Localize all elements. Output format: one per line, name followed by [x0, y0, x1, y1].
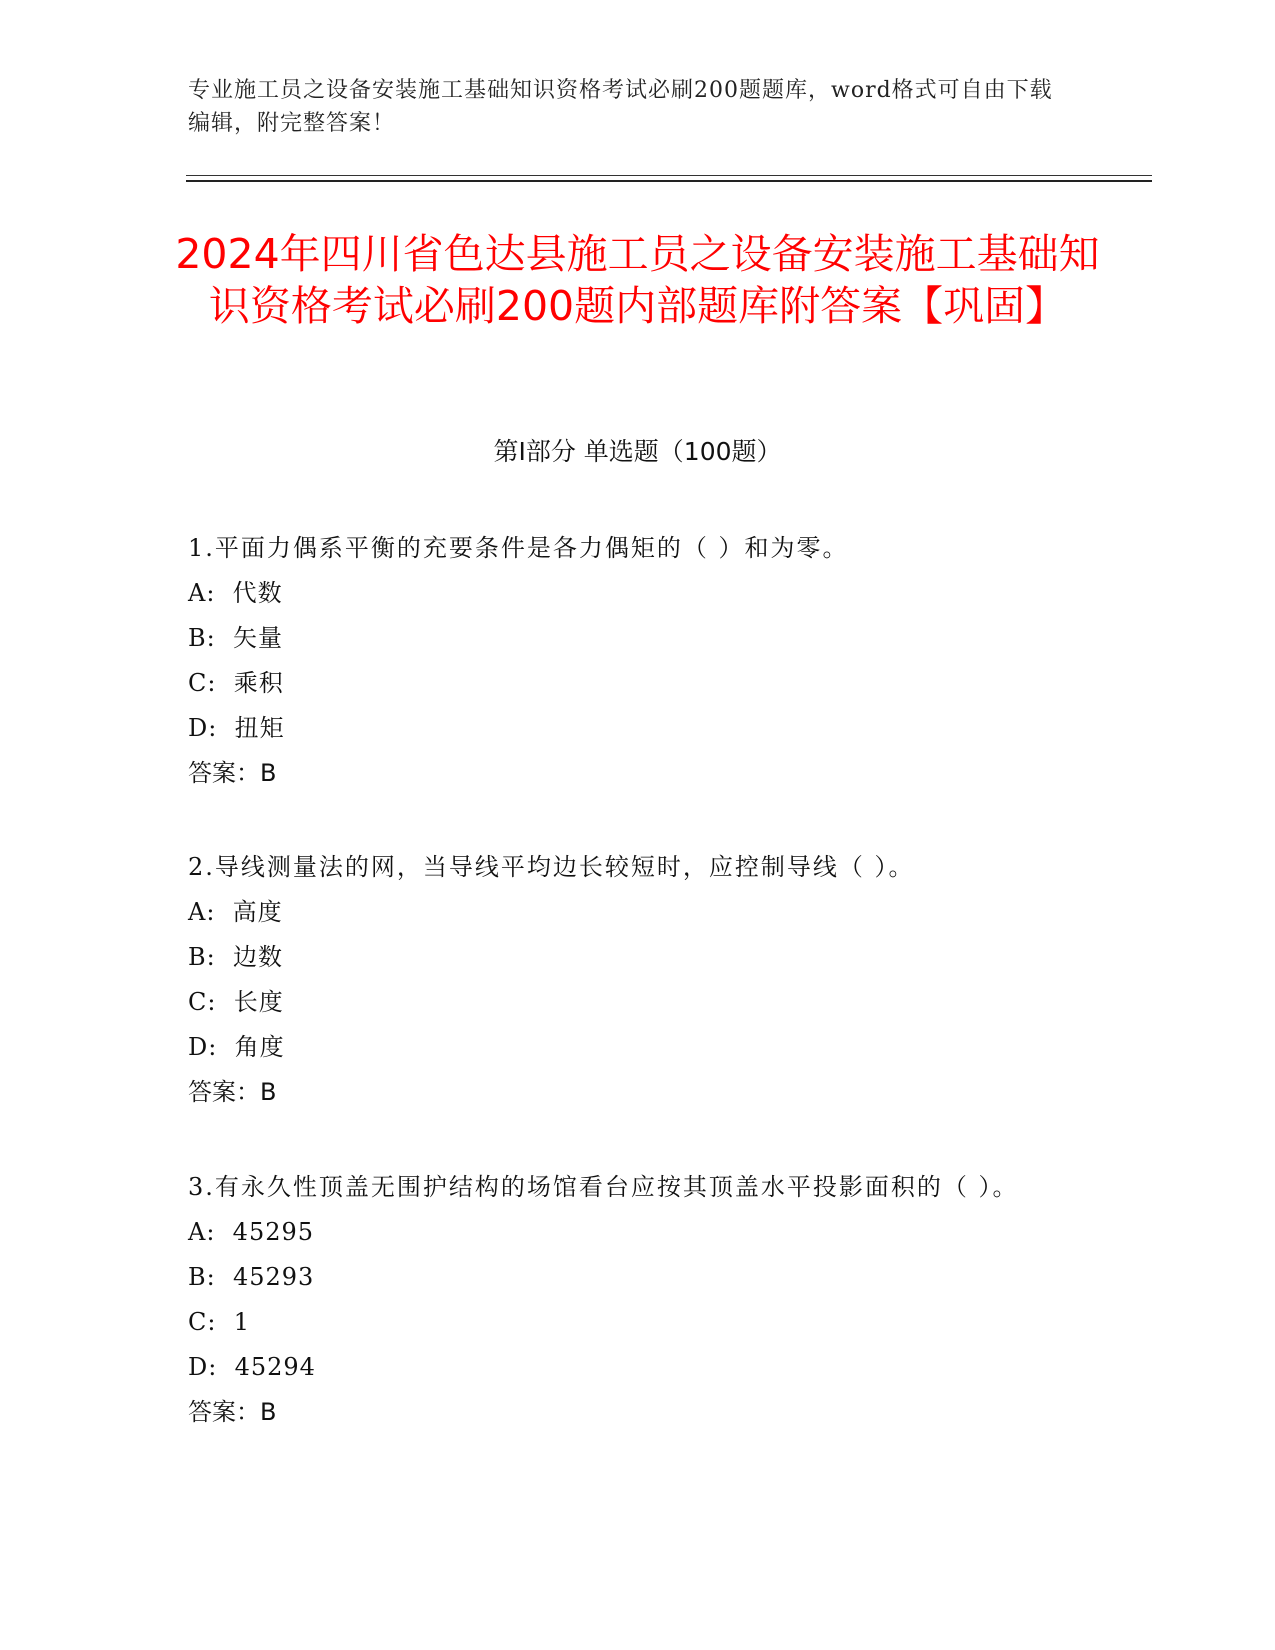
- header-note: 专业施工员之设备安装施工基础知识资格考试必刷200题题库，word格式可自由下载编辑，附完整答案！: [188, 78, 1053, 136]
- option-b: B: 45293: [188, 1263, 315, 1291]
- option-a: A: 高度: [188, 898, 283, 926]
- option-d: D: 扭矩: [188, 714, 285, 742]
- answer-line: 答案：B: [188, 759, 277, 787]
- option-a: A: 45295: [188, 1218, 315, 1246]
- option-d: D: 角度: [188, 1033, 285, 1061]
- document-title: 2024年四川省色达县施工员之设备安装施工基础知识资格考试必刷200题内部题库附答案【巩固】: [175, 230, 1100, 330]
- header-divider-thin: [186, 175, 1152, 176]
- option-c: C: 1: [188, 1308, 250, 1336]
- section-title: 第I部分 单选题（100题）: [493, 437, 782, 466]
- answer-line: 答案：B: [188, 1398, 277, 1426]
- option-a: A: 代数: [188, 579, 283, 607]
- question-block: [188, 845, 1068, 1115]
- question-stem: 3.有永久性顶盖无围护结构的场馆看台应按其顶盖水平投影面积的（ ）。: [188, 1173, 1019, 1201]
- question-stem: 2.导线测量法的网，当导线平均边长较短时，应控制导线（ ）。: [188, 853, 915, 881]
- option-b: B: 矢量: [188, 624, 283, 652]
- option-c: C: 长度: [188, 988, 284, 1016]
- option-c: C: 乘积: [188, 669, 284, 697]
- question-block: [188, 1165, 1068, 1435]
- option-b: B: 边数: [188, 943, 283, 971]
- answer-line: 答案：B: [188, 1078, 277, 1106]
- question-stem: 1.平面力偶系平衡的充要条件是各力偶矩的（ ）和为零。: [188, 534, 849, 562]
- question-block: [188, 526, 1068, 796]
- option-d: D: 45294: [188, 1353, 316, 1381]
- header-divider-thick: [186, 180, 1152, 182]
